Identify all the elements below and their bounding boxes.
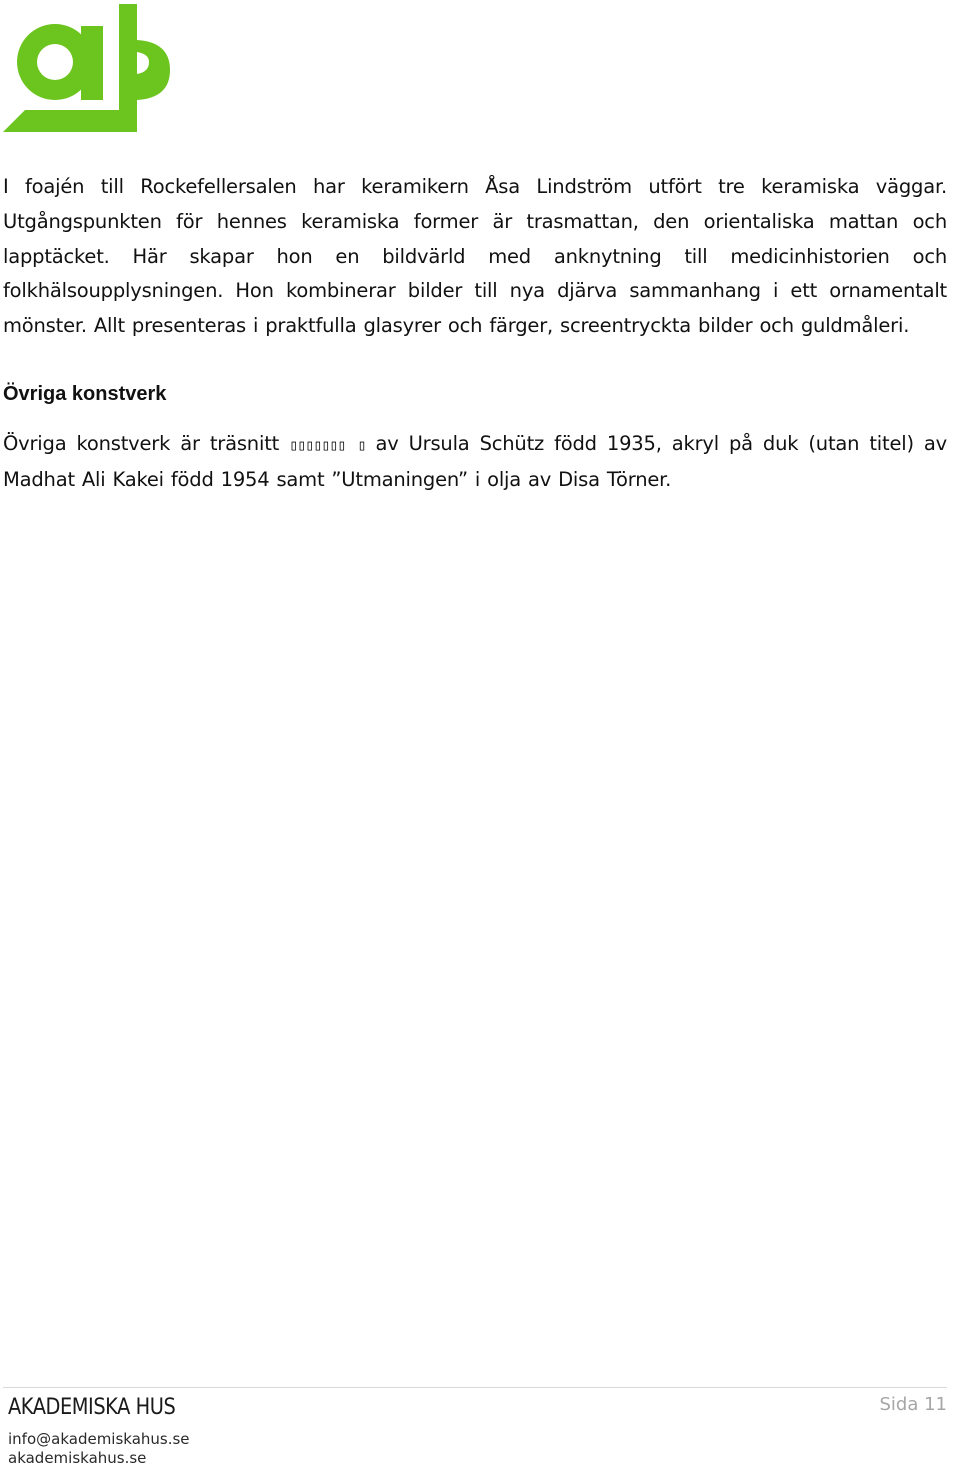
footer-website[interactable]: akademiskahus.se bbox=[8, 1449, 147, 1467]
footer-email[interactable]: info@akademiskahus.se bbox=[8, 1430, 190, 1448]
paragraph-text-end: av Ursula Schütz född 1935, akryl på duk (utan titel) av Madhat Ali Kakei född 1954 samt ”Utmaningen” i olja av Disa Törner. bbox=[3, 431, 947, 491]
section-heading: Övriga konstverk bbox=[3, 382, 167, 405]
paragraph-ceramic-walls: I foajén till Rockefellersalen har keramikern Åsa Lindström utfört tre keramiska väggar. Utgångspunkten för hennes keramiska former är trasmattan, den orientaliska mattan och lapptäcket. Här skapar hon en bildvärld med anknytning till medicinhistorien och folkhälsoupplysningen. Hon kombinerar bilder till nya djärva sammanhang i ett ornamentalt mönster. Allt presenteras i praktfulla glasyrer och färger, screentryckta bilder och guldmåleri. bbox=[3, 175, 947, 338]
paragraph-other-artworks bbox=[3, 427, 947, 498]
footer-brand: AKADEMISKA HUS bbox=[8, 1395, 176, 1420]
page-number: Sida 11 bbox=[879, 1394, 947, 1415]
akademiska-hus-ap-logo-icon bbox=[3, 2, 171, 132]
document-body bbox=[3, 170, 947, 498]
footer-divider bbox=[3, 1387, 947, 1388]
missing-glyph-boxes: ▯▯▯▯▯▯▯ ▯ bbox=[289, 435, 366, 454]
paragraph-text-start: Övriga konstverk är träsnitt bbox=[3, 431, 290, 455]
